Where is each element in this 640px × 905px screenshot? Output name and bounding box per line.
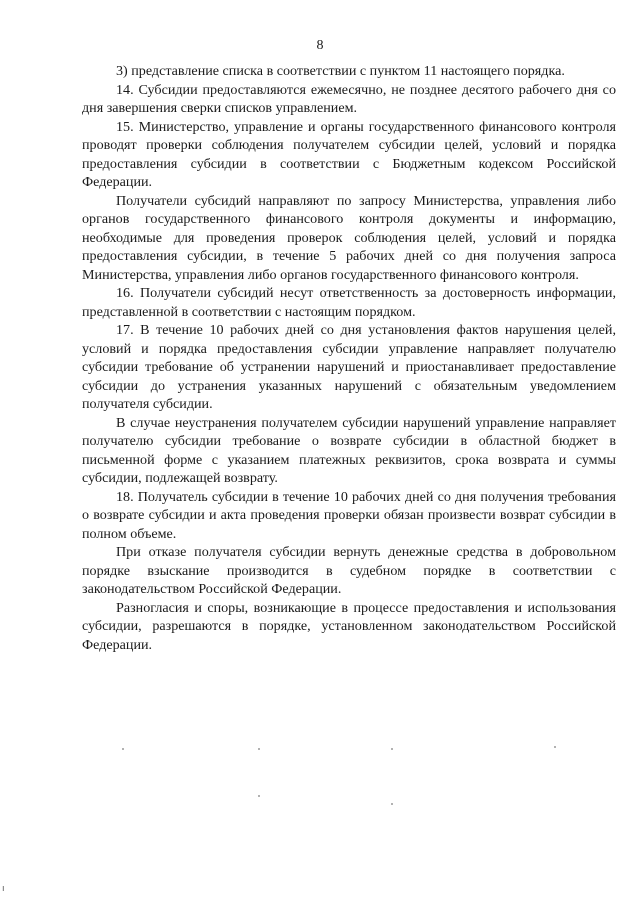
scan-speck <box>391 803 393 805</box>
paragraph-18-refund: 18. Получатель субсидии в течение 10 рабочих дней со дня получения требования о возврате субсидии и акта проведения проверки обязан произвести возврат субсидии в полном объеме. <box>82 488 616 542</box>
paragraph-item-3-list-submission: 3) представление списка в соответствии с пунктом 11 настоящего порядка. <box>116 63 565 79</box>
scan-speck <box>554 746 556 748</box>
scan-edge-mark: ı <box>2 884 5 894</box>
paragraph-return-demand: В случае неустранения получателем субсидии нарушений управление направляет получателю субсидии требование о возврате субсидии в областной бюджет в письменной форме с указанием платежных реквизитов, срока возврата и суммы субсидии, подлежащей возврату. <box>82 414 616 486</box>
paragraph-disputes: Разногласия и споры, возникающие в процессе предоставления и использования субсидии, разрешаются в порядке, установленном законодательством Российской Федерации. <box>82 599 616 653</box>
paragraph-15-inspections: 15. Министерство, управление и органы государственного финансового контроля проводят проверки соблюдения получателем субсидии целей, условий и порядка предоставления субсидии в соответствии с Бюджетным кодексом Российской Федерации. <box>82 118 616 190</box>
paragraph-document-requests: Получатели субсидий направляют по запросу Министерства, управления либо органов государственного финансового контроля документы и информацию, необходимые для проведения проверок соблюдения целей, условий и порядка предоставления субсидии, в течение 5 рабочих дней со дня получения запроса Министерства, управления либо органов государственного финансового контроля. <box>82 192 616 283</box>
paragraph-16-responsibility: 16. Получатели субсидий несут ответственность за достоверность информации, представленной в соответствии с настоящим порядком. <box>82 285 616 320</box>
scan-speck <box>258 748 260 750</box>
scan-speck <box>258 795 260 797</box>
scan-speck <box>122 748 124 750</box>
scan-speck <box>391 748 393 750</box>
paragraph-14-monthly-subsidies: 14. Субсидии предоставляются ежемесячно, не позднее десятого рабочего дня со дня завершения сверки списков управлением. <box>82 81 616 116</box>
paragraph-17-violations: 17. В течение 10 рабочих дней со дня установления фактов нарушения целей, условий и порядка предоставления субсидии управление направляет получателю субсидии требование об устранении нарушений и приостанавливает предоставление субсидии до устранения указанных нарушений с обязательным уведомлением получателя субсидии. <box>82 322 616 412</box>
paragraph-court-recovery: При отказе получателя субсидии вернуть денежные средства в добровольном порядке взыскание производится в судебном порядке в соответствии с законодательством Российской Федерации. <box>82 544 616 597</box>
document-body <box>82 62 616 654</box>
page-number: 8 <box>316 38 324 53</box>
